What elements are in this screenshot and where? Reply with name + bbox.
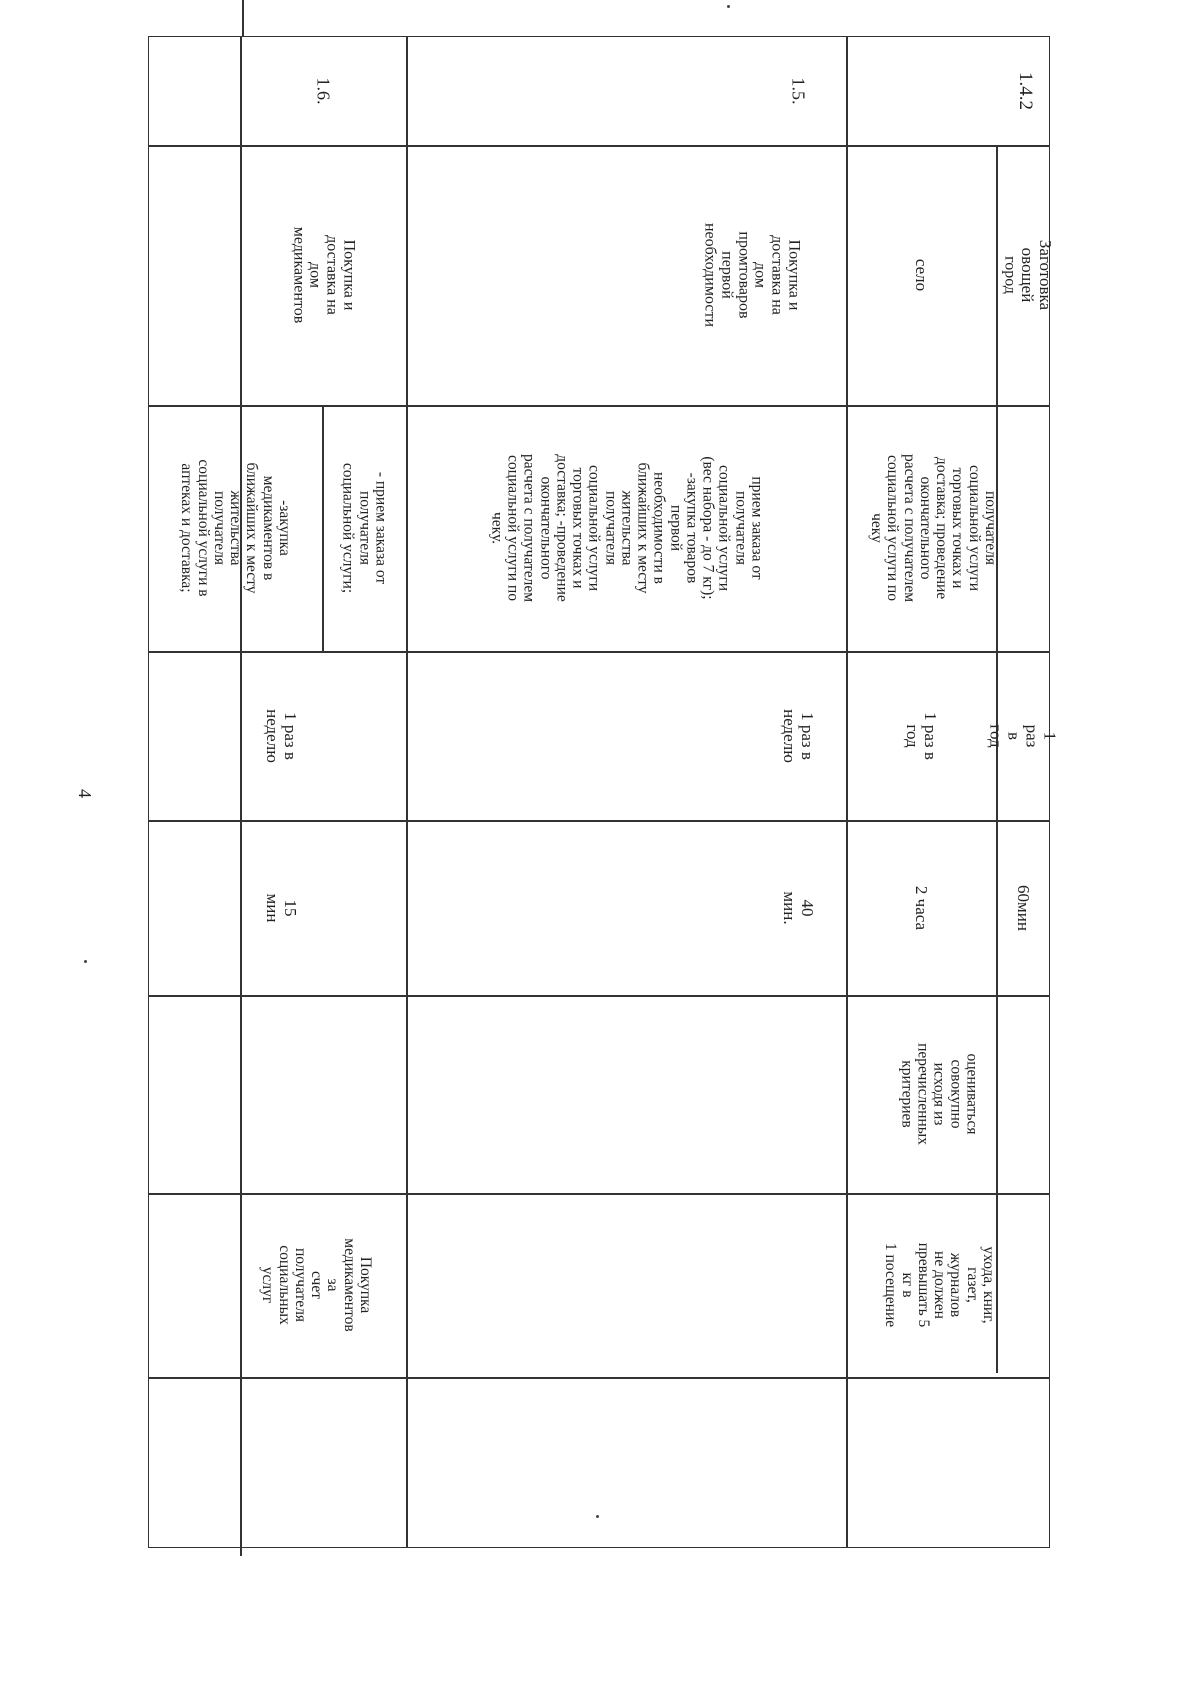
time-text: 15 мин: [263, 893, 300, 922]
page-number: 4: [75, 789, 95, 798]
frequency-text: 1 раз в неделю: [780, 708, 817, 763]
time-1-5: [406, 820, 846, 995]
time-city-text: 60мин: [1013, 884, 1033, 931]
frequency-1-6: [240, 651, 322, 820]
row-number-text: 1.6.: [313, 77, 334, 104]
note-1-6: [240, 1193, 406, 1377]
service-name-household-goods: [406, 145, 846, 405]
service-name-text: Заготовка овощей: [1018, 239, 1055, 311]
time-text: 40 мин.: [780, 890, 817, 925]
row-number-text: 1.4.2: [1014, 71, 1036, 110]
service-name-vegetables: [1018, 145, 1055, 405]
village-label: [846, 145, 996, 405]
service-name-medicines: [240, 145, 406, 405]
city-label: [996, 145, 1022, 405]
time-village: [846, 820, 996, 995]
frequency-village: [846, 651, 996, 820]
row-number-1-6: [240, 36, 406, 145]
service-content-text: -закупка медикаментов в ближайших к месту жительства получателя социальной услуги в аптеках и доставка;: [178, 459, 293, 597]
frequency-text: 1 раз в неделю: [263, 708, 300, 763]
scan-speck: [727, 5, 730, 8]
row-number-1-4-2: [1000, 36, 1050, 145]
frequency-city: [987, 651, 1060, 820]
service-content-1-4-2: [846, 405, 1050, 651]
column-divider: [240, 995, 846, 997]
column-divider: [148, 1377, 1050, 1379]
frequency-village-text: 1 раз в год: [903, 711, 940, 760]
note-1-4-2: [846, 1193, 1050, 1377]
frequency-1-5: [406, 651, 846, 820]
note-text: ухода, книг, газет, журналов не должен превышать 5 кг в 1 посещение: [882, 1242, 997, 1328]
city-label-text: город: [1001, 256, 1019, 294]
village-label-text: село: [911, 258, 931, 292]
time-city: [996, 820, 1050, 995]
service-content-1-5: [406, 405, 846, 651]
service-content-text: получателя социальной услуги торговых точках и доставка; проведение окончательного расчета с получателем социальной услуги по чеку: [868, 453, 1000, 603]
service-content-1-6-b: [148, 405, 322, 651]
time-village-text: 2 часа: [911, 885, 931, 930]
quality-criteria-text: оцениваться совокупно исходя из перечисленных критериев: [898, 1043, 981, 1145]
time-1-6: [240, 820, 322, 995]
row-number-text: 1.5.: [788, 77, 809, 104]
service-name-text: Покупка и доставка на дом промтоваров первой необходимости: [701, 222, 803, 328]
quality-criteria: [846, 995, 1050, 1193]
note-text: Покупка медикаментов за счет получателя социальных услуг: [259, 1238, 374, 1332]
scan-artifact-line: [242, 0, 244, 36]
service-name-text: Покупка и доставка на дом медикаментов: [290, 226, 358, 324]
service-content-text: - прием заказа от получателя социальной услуги;: [339, 462, 390, 594]
service-content-text: прием заказа от получателя социальной услуги (вес набора - до 7 кг); -закупка товаров первой необходимости в ближайших к месту жительства получателя социальной услуги торговых точках и доставка; -проведение окончательного расчета с получателем социальной услуги по чеку.: [488, 453, 766, 603]
row-number-1-5: [406, 36, 846, 145]
scan-speck: [84, 960, 87, 963]
frequency-city-text: 1 раз в год: [987, 723, 1060, 748]
service-content-1-6-a: [322, 405, 406, 651]
scan-speck: [596, 1515, 599, 1518]
